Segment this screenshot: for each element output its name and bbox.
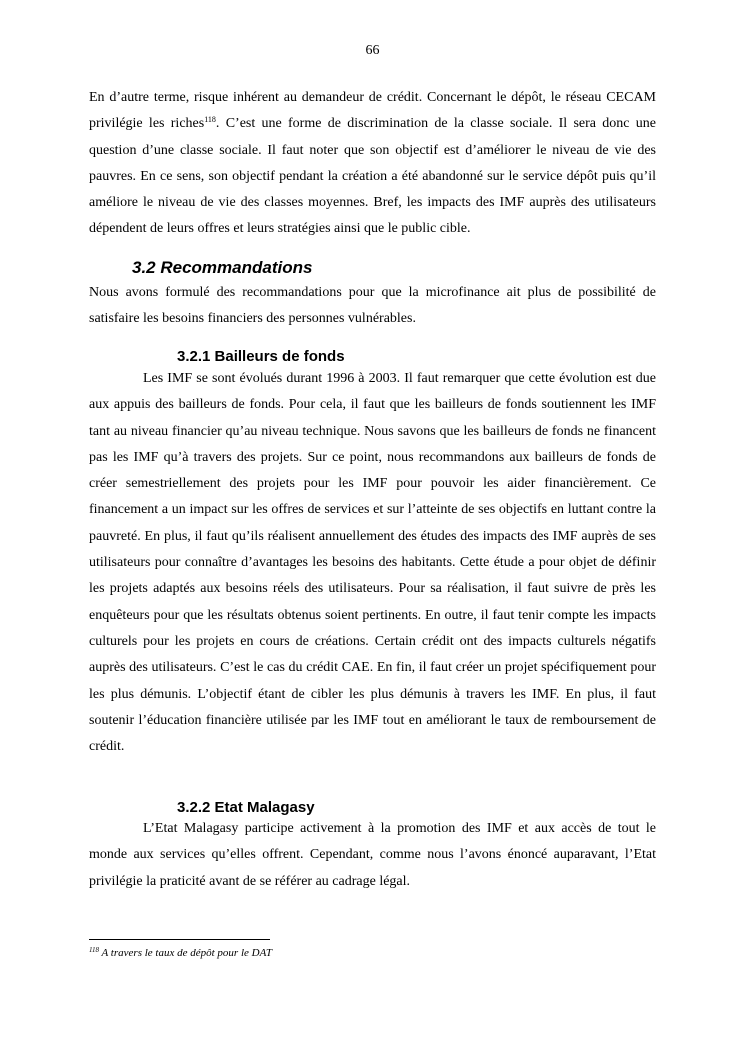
- paragraph-bailleurs-de-fonds: Les IMF se sont évolués durant 1996 à 2003. Il faut remarquer que cette évolution est due aux appuis des bailleurs de fonds. Pour cela, il faut que les bailleurs de fonds soutiennent les IMF tant au niveau financier qu’au niveau technique. Nous savons que les bailleurs de fonds ne financent pas les IMF qu’à travers des projets. Sur ce point, nous recommandons aux bailleurs de fonds de créer semestriellement des projets pour les IMF pour pouvoir les aider financièrement. Ce financement a un impact sur les offres de services et sur l’atteinte de ses objectifs en luttant contre la pauvreté. En plus, il faut qu’ils réalisent annuellement des études des impacts des IMF auprès de ses utilisateurs pour connaître d’avantages les besoins des habitants. Cette étude a pour objet de définir les projets adaptés aux besoins réels des utilisateurs. Pour sa réalisation, il faut suivre de près les enquêteurs pour que les résultats obtenus soient pertinents. En outre, il faut tenir compte les impacts culturels pour les projets en cours de créations. Certain crédit ont des impacts culturels négatifs auprès des utilisateurs. C’est le cas du crédit CAE. En fin, il faut créer un projet spécifiquement pour les plus démunis. L’objectif étant de cibler les plus démunis à travers les IMF. En plus, il faut soutenir l’éducation financière utilisée par les IMF tout en améliorant le taux de remboursement de crédit.: [89, 371, 656, 755]
- footnote-reference[interactable]: 118: [204, 115, 216, 125]
- footnote-text: A travers le taux de dépôt pour le DAT: [98, 947, 273, 959]
- footnote-separator: [89, 939, 270, 940]
- footnote: [89, 947, 272, 959]
- section-heading-recommandations: 3.2 Recommandations: [132, 258, 313, 277]
- paragraph-etat-malagasy: L’Etat Malagasy participe activement à la promotion des IMF et aux accès de tout le monde aux services qu’elles offrent. Cependant, comme nous l’avons énoncé auparavant, l’Etat privilégie la praticité avant de se référer au cadrage légal.: [89, 821, 656, 889]
- subsection-heading-etat-malagasy: 3.2.2 Etat Malagasy: [177, 799, 315, 816]
- paragraph-intro-recommandations: Nous avons formulé des recommandations pour que la microfinance ait plus de possibilité de satisfaire les besoins financiers des personnes vulnérables.: [89, 285, 656, 326]
- footnote-number: 118: [89, 946, 99, 954]
- page-number: 66: [365, 43, 380, 58]
- paragraph-text: En d’autre terme, risque inhérent au demandeur de crédit. Concernant le dépôt, le réseau CECAM privilégie les riches: [89, 90, 656, 132]
- paragraph-text: . C’est une forme de discrimination de la classe sociale. Il sera donc une question d’une classe sociale. Il faut noter que son objectif est d’améliorer le niveau de vie des pauvres. En ce sens, son objectif pendant la création a été abandonné sur le service dépôt puis qu’il améliore le niveau de vie des classes moyennes. Bref, les impacts des IMF auprès des utilisateurs dépendent de leurs offres et leurs stratégies ainsi que le public cible.: [89, 116, 656, 237]
- paragraph-cecam-depot: [89, 85, 656, 243]
- subsection-heading-bailleurs: 3.2.1 Bailleurs de fonds: [177, 348, 345, 365]
